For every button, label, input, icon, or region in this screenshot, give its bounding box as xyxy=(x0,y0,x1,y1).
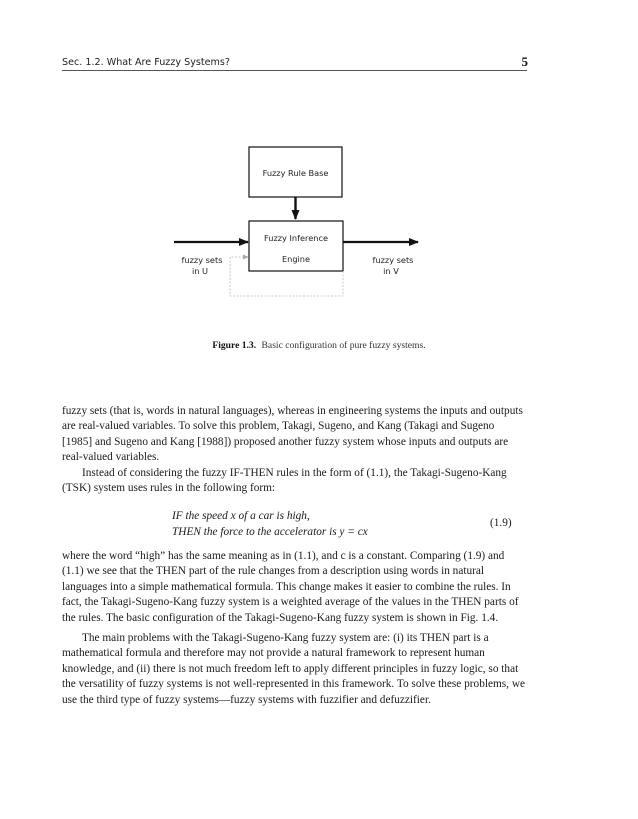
engine-label-line2: Engine xyxy=(281,254,311,264)
engine-label-line1: Fuzzy Inference xyxy=(264,233,328,243)
figure-caption xyxy=(0,340,638,351)
caption-label: Figure 1.3. xyxy=(212,340,257,351)
body-block-1 xyxy=(62,404,527,496)
output-label-line1: fuzzy sets xyxy=(372,255,414,265)
paragraph-2: Instead of considering the fuzzy IF-THEN rules in the form of (1.1), the Takagi-Sugeno-Kang (TSK) system uses rules in the following form: xyxy=(62,466,507,495)
paragraph-1: fuzzy sets (that is, words in natural languages), whereas in engineering systems the inputs and outputs are real-valued variables. To solve this problem, Takagi, Sugeno, and Kang (Takagi and Sugeno [1985] and Sugeno and Kang [1988]) proposed another fuzzy system whose inputs and outputs are real-valued variables. xyxy=(62,405,523,464)
rule-base-label: Fuzzy Rule Base xyxy=(262,168,329,178)
input-label-line2: in U xyxy=(191,266,209,276)
input-label-line1: fuzzy sets xyxy=(181,255,223,265)
body-block-2 xyxy=(62,549,527,708)
equation-1-9 xyxy=(172,509,368,540)
equation-line-1: IF the speed x of a car is high, xyxy=(172,510,310,522)
equation-number: (1.9) xyxy=(490,517,512,529)
equation-line-2: THEN the force to the accelerator is y = cx xyxy=(172,525,368,538)
page-number: 5 xyxy=(521,54,528,69)
paragraph-4: The main problems with the Takagi-Sugeno-Kang fuzzy system are: (i) its THEN part is a mathematical formula and therefore may not provide a natural framework to represent human knowledge, and (ii) there is not much freedom left to apply different principles in fuzzy logic, so that the versatility of fuzzy systems is not well-represented in this framework. To solve these problems, we use the third type of fuzzy systems—fuzzy systems with fuzzifier and defuzzifier. xyxy=(62,632,526,706)
running-header: Sec. 1.2. What Are Fuzzy Systems? xyxy=(62,57,230,68)
figure-diagram xyxy=(0,0,638,330)
output-label-line2: in V xyxy=(383,266,399,276)
paragraph-3: where the word “high” has the same meaning as in (1.1), and c is a constant. Comparing (1.9) and (1.1) we see that the THEN part of the rule changes from a description using words in natural languages into a simple mathematical formula. This change makes it easier to combine the rules. In fact, the Takagi-Sugeno-Kang fuzzy system is a weighted average of the values in the THEN parts of the rules. The basic configuration of the Takagi-Sugeno-Kang fuzzy system is shown in Fig. 1.4. xyxy=(62,550,519,624)
caption-text: Basic configuration of pure fuzzy systems. xyxy=(261,340,426,351)
